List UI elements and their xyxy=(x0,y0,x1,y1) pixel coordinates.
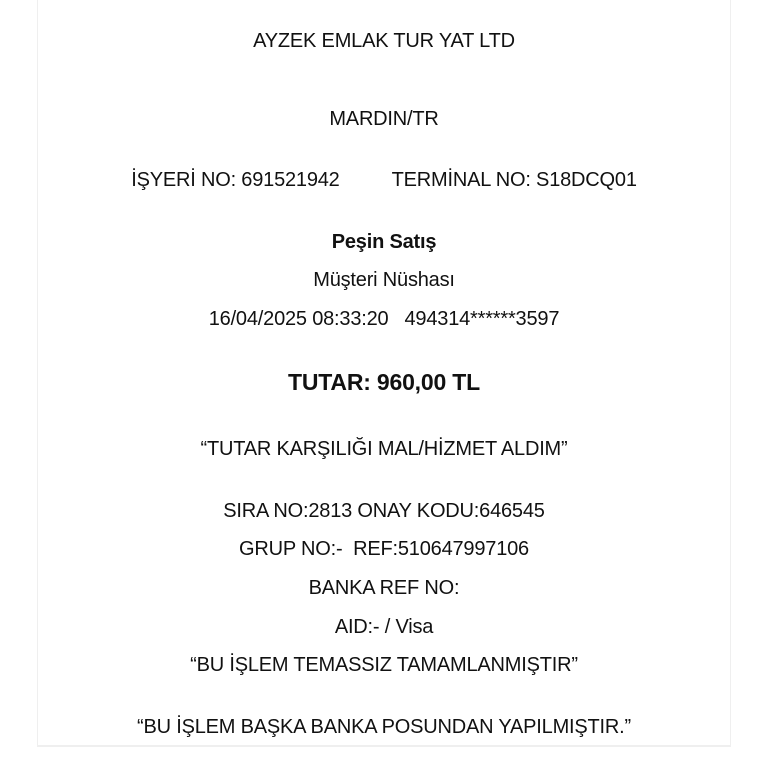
merchant-location: MARDIN/TR xyxy=(329,108,439,130)
other-bank-note: “BU İŞLEM BAŞKA BANKA POSUNDAN YAPILMIŞTIR.” xyxy=(137,716,631,738)
merchant-id: İŞYERİ NO: 691521942 xyxy=(131,169,340,191)
acknowledgement-text: “TUTAR KARŞILIĞI MAL/HİZMET ALDIM” xyxy=(200,438,568,460)
group-ref-line: GRUP NO:- REF:510647997106 xyxy=(239,538,529,560)
amount-total: TUTAR: 960,00 TL xyxy=(288,369,480,395)
merchant-terminal-row xyxy=(38,168,730,192)
sequence-approval-line: SIRA NO:2813 ONAY KODU:646545 xyxy=(223,500,545,522)
datetime-card-line: 16/04/2025 08:33:20 494314******3597 xyxy=(208,308,560,330)
bank-ref-line: BANKA REF NO: xyxy=(308,577,460,599)
receipt-slip xyxy=(37,0,731,747)
terminal-id: TERMİNAL NO: S18DCQ01 xyxy=(391,169,637,191)
merchant-name: AYZEK EMLAK TUR YAT LTD xyxy=(253,30,515,52)
contactless-note: “BU İŞLEM TEMASSIZ TAMAMLANMIŞTIR” xyxy=(190,654,578,676)
transaction-type: Peşin Satış xyxy=(331,231,437,253)
aid-line: AID:- / Visa xyxy=(334,616,434,638)
copy-type: Müşteri Nüshası xyxy=(313,269,455,291)
